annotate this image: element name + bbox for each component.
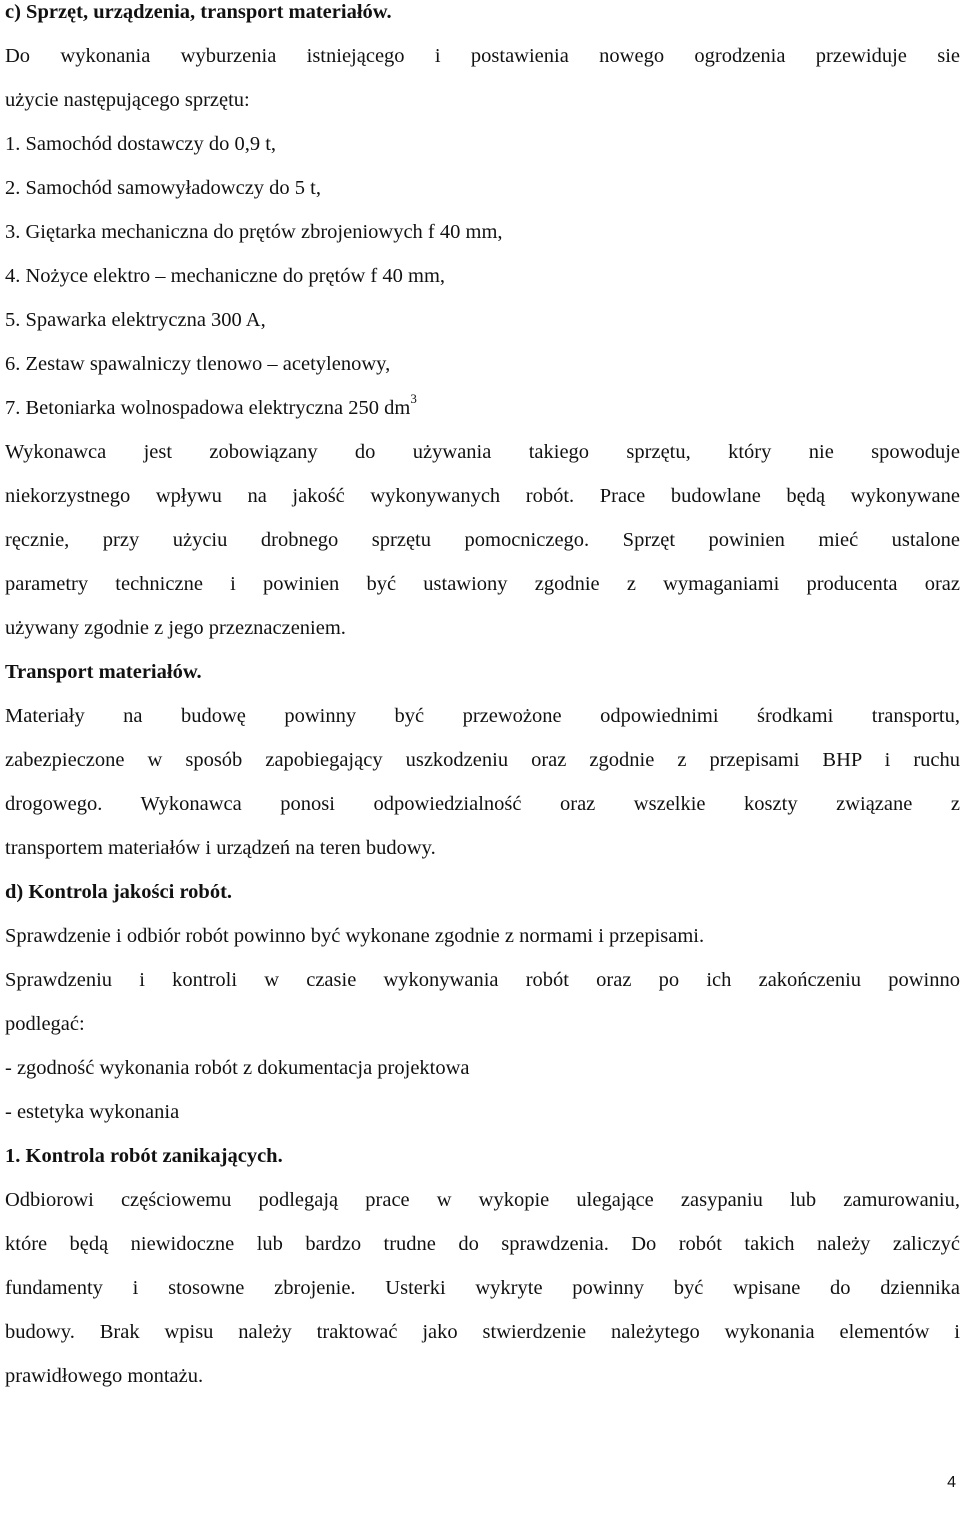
paragraph-line: budowy. Brak wpisu należy traktować jako stwierdzenie należytego wykonania elementów i <box>5 1321 960 1343</box>
equipment-item: 6. Zestaw spawalniczy tlenowo – acetylenowy, <box>5 353 391 375</box>
paragraph-line: fundamenty i stosowne zbrojenie. Usterki wykryte powinny być wpisane do dziennika <box>5 1277 960 1299</box>
paragraph-line: podlegać: <box>5 1013 85 1035</box>
paragraph-line: Sprawdzenie i odbiór robót powinno być wykonane zgodnie z normami i przepisami. <box>5 925 705 947</box>
paragraph-line: drogowego. Wykonawca ponosi odpowiedzialność oraz wszelkie koszty związane z <box>5 793 960 815</box>
control-items-list <box>5 1046 960 1134</box>
subsection-1-heading: 1. Kontrola robót zanikających. <box>5 1145 283 1167</box>
intro-text-line: użycie następującego sprzętu: <box>5 89 250 111</box>
equipment-list <box>5 122 960 430</box>
equipment-item-text: 7. Betoniarka wolnospadowa elektryczna 250 dm <box>5 397 411 419</box>
section-d-heading: d) Kontrola jakości robót. <box>5 881 233 903</box>
paragraph-line: niekorzystnego wpływu na jakość wykonywanych robót. Prace budowlane będą wykonywane <box>5 485 960 507</box>
equipment-item <box>5 386 960 430</box>
equipment-item: 3. Giętarka mechaniczna do prętów zbrojeniowych f 40 mm, <box>5 221 503 243</box>
paragraph-line: które będą niewidoczne lub bardzo trudne do sprawdzenia. Do robót takich należy zaliczyć <box>5 1233 960 1255</box>
paragraph-line: zabezpieczone w sposób zapobiegający uszkodzeniu oraz zgodnie z przepisami BHP i ruchu <box>5 749 960 771</box>
equipment-item: 2. Samochód samowyładowczy do 5 t, <box>5 177 321 199</box>
transport-paragraph <box>5 694 960 870</box>
paragraph-line: transportem materiałów i urządzeń na teren budowy. <box>5 837 436 859</box>
page-number: 4 <box>947 1474 956 1491</box>
unit-superscript: 3 <box>410 391 417 407</box>
subsection-1-paragraph <box>5 1178 960 1398</box>
section-c-heading: c) Sprzęt, urządzenia, transport materiałów. <box>5 1 392 23</box>
equipment-item: 4. Nożyce elektro – mechaniczne do prętów f 40 mm, <box>5 265 446 287</box>
list-item: - estetyka wykonania <box>5 1101 180 1123</box>
equipment-item: 1. Samochód dostawczy do 0,9 t, <box>5 133 277 155</box>
paragraph-line: używany zgodnie z jego przeznaczeniem. <box>5 617 346 639</box>
paragraph-line: parametry techniczne i powinien być ustawiony zgodnie z wymaganiami producenta oraz <box>5 573 960 595</box>
paragraph-line: ręcznie, przy użyciu drobnego sprzętu pomocniczego. Sprzęt powinien mieć ustalone <box>5 529 960 551</box>
paragraph-line: Odbiorowi częściowemu podlegają prace w wykopie ulegające zasypaniu lub zamurowaniu, <box>5 1189 960 1211</box>
intro-text-line: Do wykonania wyburzenia istniejącego i postawienia nowego ogrodzenia przewiduje sie <box>5 45 960 67</box>
equipment-item: 5. Spawarka elektryczna 300 A, <box>5 309 266 331</box>
paragraph-line: Sprawdzeniu i kontroli w czasie wykonywania robót oraz po ich zakończeniu powinno <box>5 969 960 991</box>
paragraph-line: Wykonawca jest zobowiązany do używania takiego sprzętu, który nie spowoduje <box>5 441 960 463</box>
document-page <box>5 0 960 1398</box>
paragraph-line: prawidłowego montażu. <box>5 1365 204 1387</box>
list-item: - zgodność wykonania robót z dokumentacja projektowa <box>5 1057 470 1079</box>
transport-heading: Transport materiałów. <box>5 661 202 683</box>
equipment-paragraph <box>5 430 960 650</box>
paragraph-line: Materiały na budowę powinny być przewożone odpowiednimi środkami transportu, <box>5 705 960 727</box>
